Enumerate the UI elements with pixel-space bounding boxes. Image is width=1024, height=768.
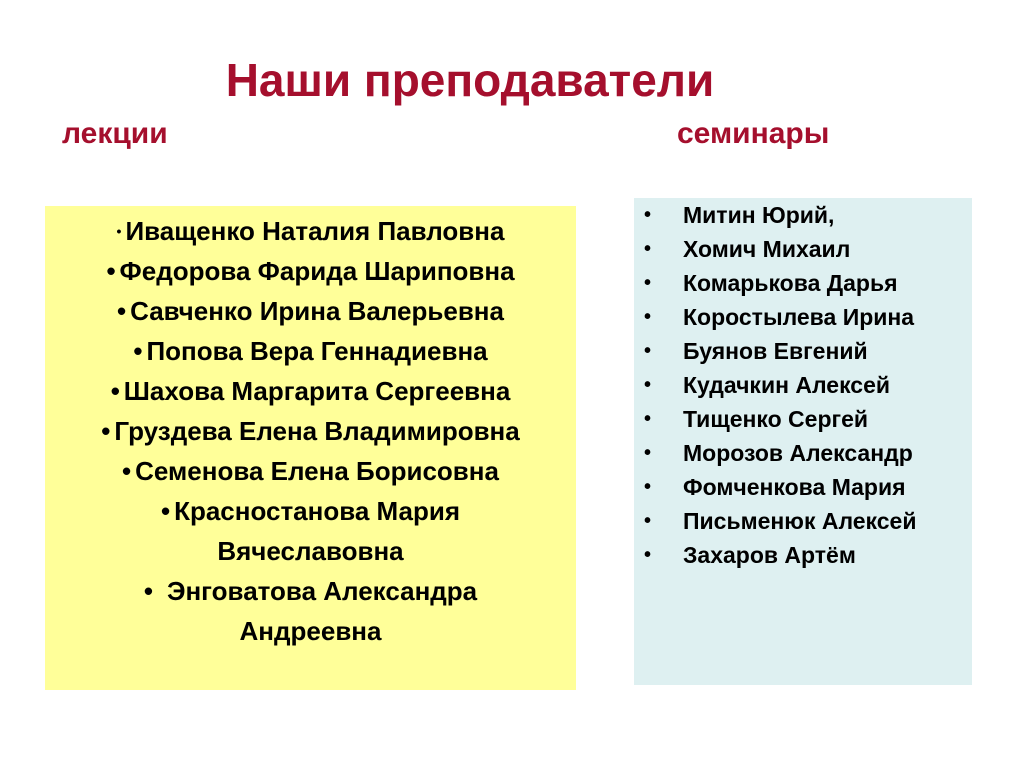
seminar-teacher-name: Фомченкова Мария	[683, 474, 906, 500]
seminar-teacher-name: Хомич Михаил	[683, 236, 851, 262]
lecturer-name: Попова Вера Геннадиевна	[146, 336, 488, 366]
lecturer-item	[45, 291, 576, 331]
seminar-teacher-name: Тищенко Сергей	[683, 406, 869, 432]
lecturer-item	[45, 491, 576, 571]
lecturer-name: Энговатова Александра Андреевна	[166, 576, 478, 646]
lecturer-name: Савченко Ирина Валерьевна	[130, 296, 504, 326]
list-item	[634, 440, 972, 466]
lecturer-name: Федорова Фарида Шариповна	[119, 256, 515, 286]
lectures-heading: лекции	[62, 117, 168, 150]
bullet-icon: •	[644, 272, 652, 294]
list-item	[634, 508, 972, 534]
bullet-icon: •	[644, 442, 652, 464]
bullet-icon: •	[644, 408, 652, 430]
lecturer-item	[45, 371, 576, 411]
seminar-teacher-name: Кудачкин Алексей	[683, 372, 890, 398]
seminars-heading: семинары	[677, 117, 830, 150]
bullet-icon: •	[122, 456, 132, 486]
lecturer-item	[45, 331, 576, 371]
lecturer-name: Иващенко Наталия Павловна	[125, 216, 505, 246]
list-item	[634, 236, 972, 262]
seminar-teacher-name: Коростылева Ирина	[683, 304, 915, 330]
bullet-icon: •	[117, 296, 127, 326]
bullet-icon: •	[133, 336, 143, 366]
bullet-icon: •	[106, 256, 116, 286]
bullet-icon: •	[644, 238, 652, 260]
lecturer-item	[45, 451, 576, 491]
bullet-icon: •	[143, 576, 153, 606]
list-item	[634, 474, 972, 500]
lecturer-item	[45, 211, 576, 251]
bullet-icon: •	[101, 416, 111, 446]
list-item	[634, 338, 972, 364]
lecturer-name: Шахова Маргарита Сергеевна	[123, 376, 511, 406]
bullet-icon: •	[644, 340, 652, 362]
seminar-teacher-name: Морозов Александр	[683, 440, 913, 466]
seminar-teacher-name: Комарькова Дарья	[683, 270, 898, 296]
list-item	[634, 372, 972, 398]
seminar-teacher-name: Захаров Артём	[683, 542, 856, 568]
bullet-icon: •	[644, 476, 652, 498]
seminar-teacher-name: Письменюк Алексей	[683, 508, 917, 534]
bullet-icon: •	[160, 496, 171, 526]
lecturer-name: Семенова Елена Борисовна	[135, 456, 499, 486]
seminar-teacher-name: Митин Юрий,	[683, 202, 835, 228]
bullet-icon: •	[644, 544, 652, 566]
bullet-icon: •	[644, 306, 652, 328]
list-item	[634, 202, 972, 228]
bullet-icon: •	[644, 374, 652, 396]
bullet-icon: •	[644, 204, 652, 226]
page-title: Наши преподаватели	[225, 54, 715, 106]
lecturer-item	[45, 411, 576, 451]
seminars-box	[634, 198, 972, 685]
lecturer-name: Красностанова Мария Вячеславовна	[174, 496, 461, 566]
list-item	[634, 542, 972, 568]
list-item	[634, 304, 972, 330]
lecturers-box	[45, 206, 576, 690]
bullet-icon: •	[110, 376, 120, 406]
seminar-list	[634, 202, 972, 568]
bullet-icon: •	[644, 510, 652, 532]
list-item	[634, 406, 972, 432]
bullet-icon: •	[116, 223, 122, 239]
lecturer-item	[45, 571, 576, 651]
lecturer-item	[45, 251, 576, 291]
list-item	[634, 270, 972, 296]
seminar-teacher-name: Буянов Евгений	[683, 338, 868, 364]
lecturer-name: Груздева Елена Владимировна	[114, 416, 520, 446]
